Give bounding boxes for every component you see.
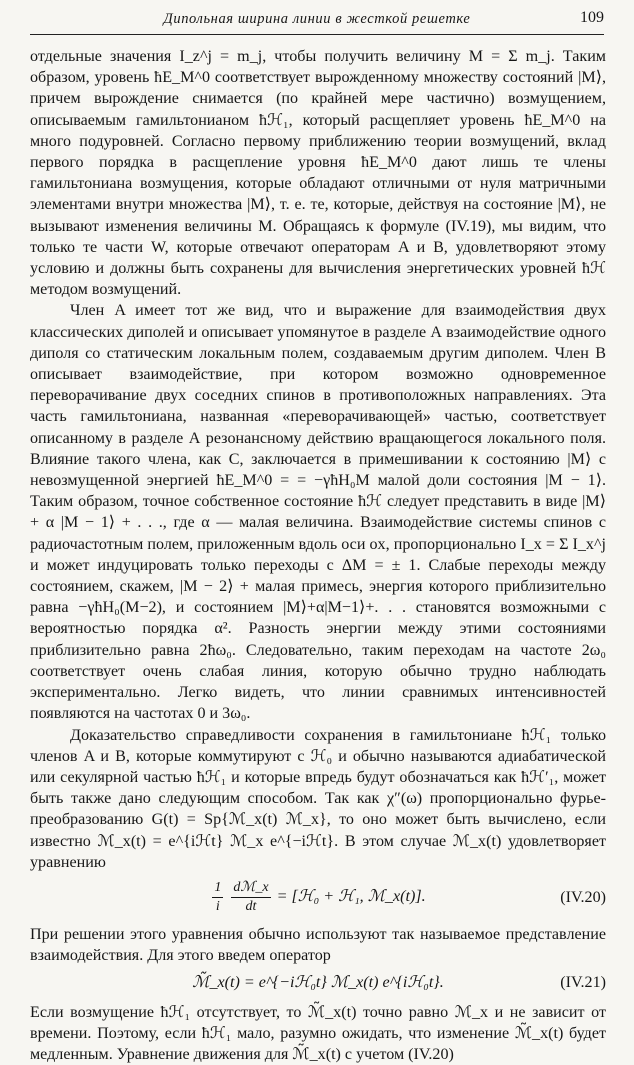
equation-iv-20-formula bbox=[30, 879, 516, 916]
paragraph-continuation: отдельные значения I_z^j = m_j, чтобы получить величину M = Σ m_j. Таким образом, уровень ħE_M^0 соответствует вырожденному множеству состояний |M⟩, причем вырождение снимается (по крайней мере частично) возмущением, описываемым гамильтонианом ħℋ₁, который расщепляет уровень ħE_M^0 на много подуровней. Согласно первому приближению теории возмущений, вклад первого порядка в расщепление уровня ħE_M^0 дают лишь те члены гамильтониана возмущения, которые обладают отличными от нуля матричными элементами внутри множества |M⟩, т. е. те, которые, действуя на состояние |M⟩, не вызывают изменения величины M. Обращаясь к формуле (IV.19), мы видим, что только те части W, которые отвечают операторам A и B, удовлетворяют этому условию и должны быть сохранены для вычисления энергетических уровней ħℋ методом возмущений. bbox=[30, 48, 606, 299]
fraction-one-over-i: $\frac{1}{i}$ bbox=[214, 879, 222, 914]
equation-iv-20-rhs: = [ℋ₀ + ℋ₁, ℳ_x(t)]. bbox=[276, 888, 426, 906]
paragraph-terms-a-b: Член A имеет тот же вид, что и выражение для взаимодействия двух классических диполей и описывает упомянутое в разделе А взаимодействие одного диполя со статическим локальным полем, создаваемым другим диполем. Член B описывает взаимодействие, при котором возможно одновременное переворачивание двух соседних спинов в противоположных направлениях. Эта часть гамильтониана, названная «переворачивающей» частью, соответствует описанному в разделе А резонансному действию вращающегося локального поля. Влияние такого члена, как C, заключается в примешивании к состоянию |M⟩ с невозмущенной энергией ħE_M^0 = = −γħH₀M малой доли состояния |M − 1⟩. Таким образом, точное собственное состояние ħℋ следует представить в виде |M⟩ + α |M − 1⟩ + . . ., где α — малая величина. Взаимодействие системы спинов с радиочастотным полем, приложенным вдоль оси ox, пропорционально I_x = Σ I_x^j и может индуцировать только переходы с ΔM = ± 1. Слабые переходы между состоянием, скажем, |M − 2⟩ + малая примесь, энергия которого приблизительно равна −γħH₀(M−2), и состоянием |M⟩+α|M−1⟩+. . . становятся возможными с вероятностью порядка α². Разность энергии между этими состояниями приблизительно равна 2ħω₀. Следовательно, таким переходам на частоте 2ω₀ соответствует очень слабая линия, которую обычно трудно наблюдать экспериментально. Легко видеть, что линии сравнимых интенсивностей появляются на частотах 0 и 3ω₀. bbox=[30, 302, 606, 723]
equation-iv-21 bbox=[30, 972, 606, 993]
fraction-derivative: $\frac{\text{dℳ\_x}}{dt}$ bbox=[233, 879, 269, 914]
equation-iv-21-formula: ℳ̃_x(t) = e^{−iℋ₀t} ℳ_x(t) e^{iℋ₀t}. bbox=[192, 974, 444, 992]
paragraph-interaction-representation: При решении этого уравнения обычно используют так называемое представление взаимодействия. Для этого введем оператор bbox=[30, 925, 606, 965]
equation-number: (IV.21) bbox=[560, 974, 606, 992]
page-number: 109 bbox=[580, 9, 604, 26]
running-header bbox=[30, 0, 604, 35]
running-title: Дипольная ширина линии в жесткой решетке bbox=[163, 11, 471, 27]
equation-number: (IV.20) bbox=[560, 888, 606, 906]
page-body bbox=[30, 46, 606, 1065]
paragraph-slow-variation: Если возмущение ħℋ₁ отсутствует, то ℳ̃_x(t) точно равно ℳ_x и не зависит от времени. Поэтому, если ħℋ₁ мало, разумно ожидать, что изменение ℳ̃_x(t) будет медленным. Уравнение движения для ℳ̃_x(t) с учетом (IV.20) bbox=[30, 1003, 606, 1063]
equation-iv-20 bbox=[30, 879, 606, 916]
paragraph-proof: Доказательство справедливости сохранения в гамильтониане ħℋ₁ только членов A и B, которые коммутируют с ℋ₀ и обычно называются адиабатической или секулярной частью ħℋ₁ и которые впредь будут обозначаться как ħℋ′₁, может быть также дано следующим способом. Так как χ″(ω) пропорционально фурье-преобразованию G(t) = Sp{ℳ_x(t) ℳ_x}, то оно может быть вычислено, если известно ℳ_x(t) = e^{iℋt} ℳ_x e^{−iℋt}. В этом случае ℳ_x(t) удовлетворяет уравнению bbox=[30, 726, 606, 871]
